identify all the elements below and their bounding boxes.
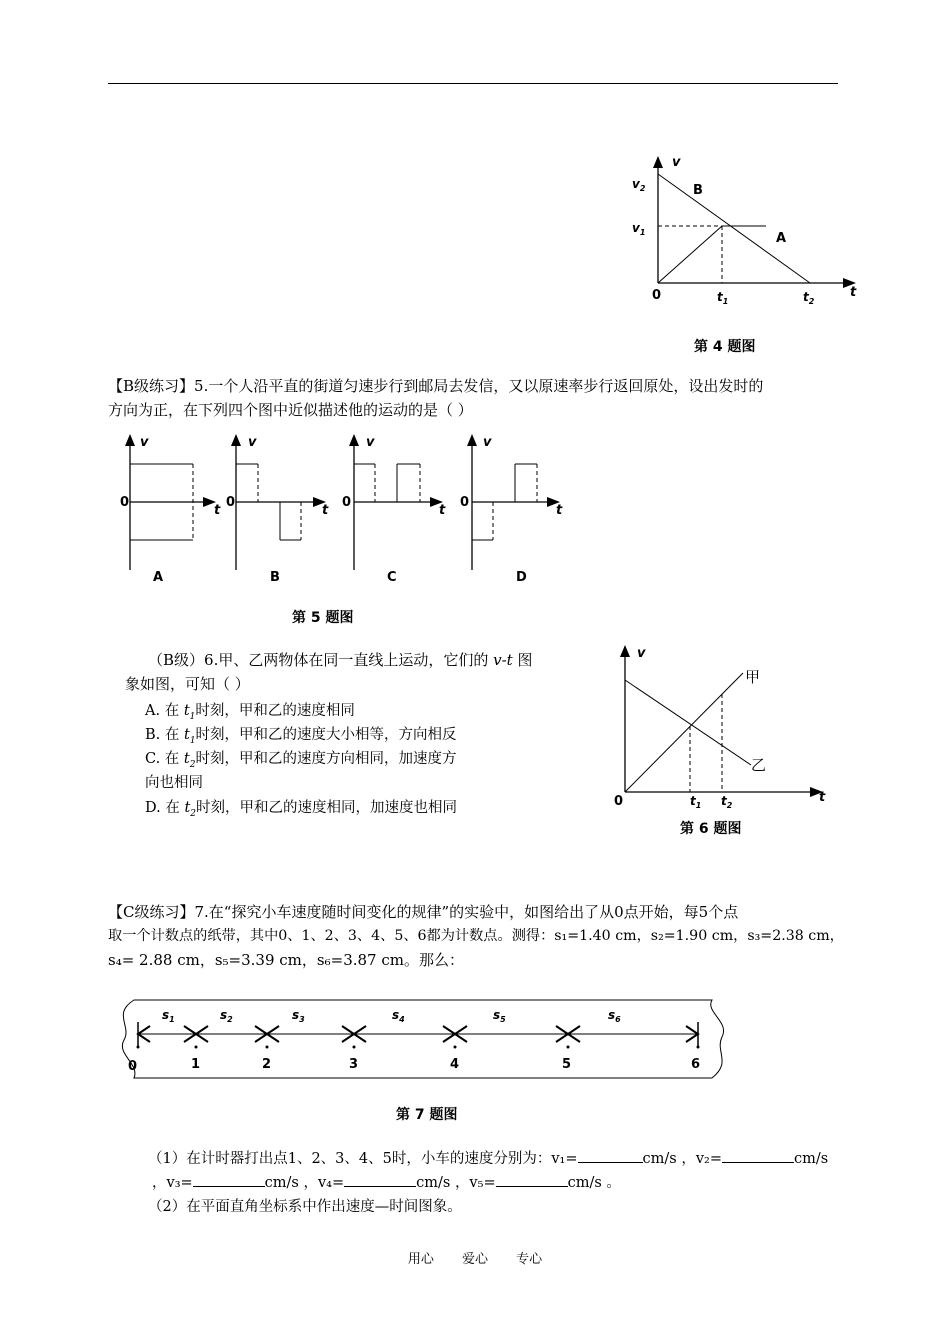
fig4-b-label: B: [693, 183, 703, 198]
fig6-line-jia: [625, 673, 743, 792]
sub1-line1: （1）在计时器打出点1、2、3、4、5时，小车的速度分别为：v₁= cm/s ，v₂= cm/s: [148, 1147, 828, 1171]
q5-line1: 【B级练习】5.一个人沿平直的街道匀速步行到邮局去发信，又以原速率步行返回原处，设出发时的: [108, 377, 764, 395]
svg-text:0: 0: [614, 794, 624, 809]
fig6-line-yi: [625, 680, 751, 765]
q7-line2: 取一个计数点的纸带，其中0、1、2、3、4、5、6都为计数点。测得：s₁=1.40 cm，s₂=1.90 cm，s₃=2.38 cm，: [108, 928, 844, 944]
footer-a: 用心: [407, 1252, 434, 1267]
fig4-t2-label: $t_2$: [803, 290, 815, 306]
svg-text:0: 0: [128, 1059, 138, 1074]
fig4-origin: 0: [652, 288, 662, 303]
fig4-v-arrow: [653, 156, 663, 168]
q6-option-c-cont: 向也相同: [145, 775, 203, 791]
q6-option-a[interactable]: A. 在 $t_1$时刻，甲和乙的速度相同: [145, 703, 355, 722]
q5-line2: 方向为正，在下列四个图中近似描述他的运动的是（ ）: [108, 401, 473, 419]
svg-text:t: t: [556, 503, 563, 518]
figure-5-graphs: [110, 430, 580, 595]
svg-text:2: 2: [262, 1057, 272, 1072]
fig4-v-label: v: [672, 155, 681, 170]
svg-text:v: v: [248, 435, 257, 450]
v4-blank[interactable]: [344, 1172, 416, 1187]
sub1-line2: ，v₃= cm/s ，v₄= cm/s ，v₅= cm/s 。: [152, 1171, 621, 1195]
fig4-t1-label: $t_1$: [717, 290, 729, 306]
fig5-graph-c: [342, 434, 446, 585]
svg-text:s3: $s_3$: [292, 1008, 305, 1024]
svg-text:t: t: [819, 790, 826, 805]
svg-text:4: 4: [450, 1057, 460, 1072]
svg-text:5: 5: [562, 1057, 572, 1072]
svg-text:v: v: [483, 435, 492, 450]
svg-text:6: 6: [691, 1057, 701, 1072]
fig5-graph-d: [460, 434, 563, 585]
v5-blank[interactable]: [496, 1172, 568, 1187]
svg-text:0: 0: [120, 495, 130, 510]
v1-blank[interactable]: [578, 1148, 643, 1163]
fig4-t-label: t: [850, 285, 857, 300]
svg-text:v: v: [637, 646, 646, 661]
svg-text:t1: $t_1$: [690, 794, 702, 810]
svg-text:0: 0: [342, 495, 352, 510]
q6-option-c[interactable]: C. 在 $t_2$时刻，甲和乙的速度方向相同，加速度方: [145, 751, 457, 770]
v3-blank[interactable]: [193, 1172, 265, 1187]
svg-text:乙: 乙: [751, 756, 767, 774]
svg-text:v: v: [140, 435, 149, 450]
svg-text:3: 3: [349, 1057, 359, 1072]
svg-text:0: 0: [226, 495, 236, 510]
fig4-line-a-rise: [658, 226, 722, 283]
svg-text:0: 0: [460, 495, 470, 510]
fig4-a-label: A: [776, 231, 787, 246]
svg-text:A: A: [153, 570, 164, 585]
svg-text:s4: $s_4$: [392, 1008, 405, 1024]
svg-text:t: t: [439, 503, 446, 518]
fig5-caption: 第 5 题图: [292, 610, 354, 626]
svg-text:t: t: [322, 503, 329, 518]
figure-6-graph: [605, 640, 840, 812]
svg-text:s5: $s_5$: [493, 1008, 506, 1024]
header-rule: [108, 83, 838, 84]
fig4-v1-label: $v_1$: [632, 221, 646, 237]
svg-text:s2: $s_2$: [220, 1008, 233, 1024]
figure-7-tape: [100, 992, 740, 1087]
q6-option-d[interactable]: D. 在 $t_2$时刻，甲和乙的速度相同，加速度也相同: [145, 800, 457, 819]
svg-text:t: t: [214, 503, 221, 518]
svg-text:C: C: [387, 570, 397, 585]
fig4-v2-label: $v_2$: [632, 177, 646, 193]
q6-option-b[interactable]: B. 在 $t_1$时刻，甲和乙的速度大小相等，方向相反: [145, 727, 457, 746]
svg-text:1: 1: [191, 1057, 201, 1072]
svg-text:s1: $s_1$: [162, 1008, 175, 1024]
footer-c: 专心: [516, 1252, 543, 1267]
q7-line1: 【C级练习】7.在“探究小车速度随时间变化的规律”的实验中，如图给出了从0点开始，每5个点: [108, 903, 739, 921]
v2-blank[interactable]: [722, 1148, 794, 1163]
svg-text:B: B: [270, 570, 280, 585]
fig4-caption: 第 4 题图: [694, 339, 756, 355]
figure-4-graph: [620, 150, 870, 310]
q7-line3: s₄= 2.88 cm，s₅=3.39 cm，s₆=3.87 cm。那么：: [108, 951, 464, 969]
fig7-tape-outline: [122, 1000, 723, 1078]
q6-line2: 象如图，可知（ ）: [125, 675, 250, 693]
footer-b: 爱心: [461, 1252, 488, 1267]
q6-line1: （B级）6.甲、乙两物体在同一直线上运动，它们的 v-t 图: [148, 651, 533, 669]
svg-text:s6: $s_6$: [608, 1008, 621, 1024]
fig5-graph-b: [226, 434, 329, 585]
fig5-graph-a: [120, 434, 221, 585]
fig7-caption: 第 7 题图: [396, 1107, 458, 1123]
page-footer: [0, 1248, 950, 1267]
fig6-caption: 第 6 题图: [680, 821, 742, 837]
svg-text:D: D: [516, 570, 527, 585]
svg-text:v: v: [366, 435, 375, 450]
sub2-line: （2）在平面直角坐标系中作出速度—时间图象。: [148, 1199, 462, 1215]
svg-text:甲: 甲: [745, 668, 761, 686]
svg-text:t2: $t_2$: [721, 794, 733, 810]
fig4-line-b: [658, 174, 810, 283]
